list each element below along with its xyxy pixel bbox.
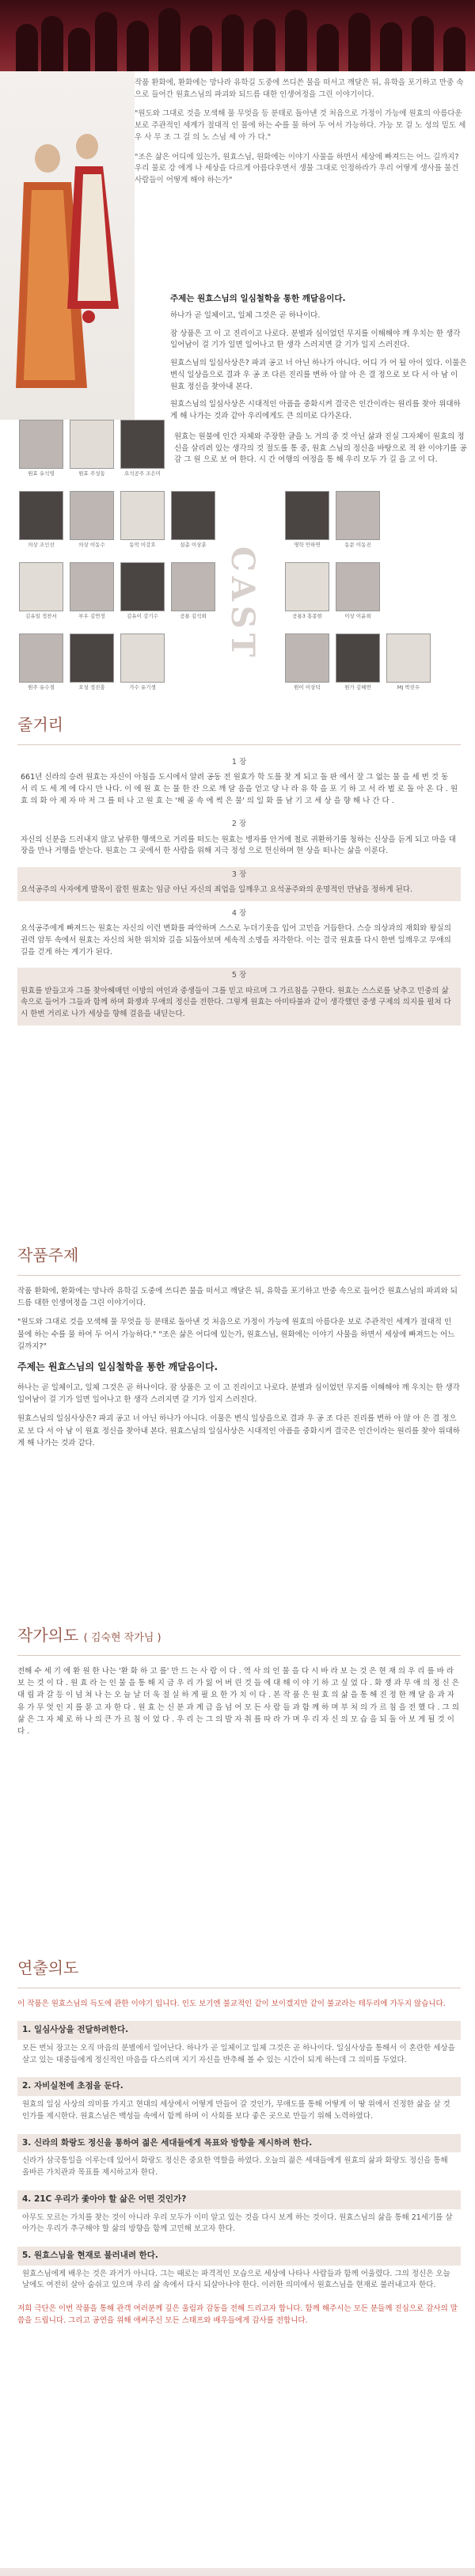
scene-number: 3 장 xyxy=(231,870,247,880)
cast-name: 원가 김혜연 xyxy=(344,684,371,691)
cast-name: 의상 이동수 xyxy=(78,542,105,548)
theme-heading: 주제는 원효스님의 일심철학을 통한 깨달음이다. xyxy=(170,294,346,303)
theme-section xyxy=(17,1243,461,1456)
cast-card xyxy=(120,562,165,621)
director-section xyxy=(17,1956,461,2327)
theme-section-heading: 주제는 원효스님의 일심철학을 통한 깨달음이다. xyxy=(17,1360,218,1372)
cast-card xyxy=(336,634,380,692)
director-point xyxy=(17,2134,461,2182)
crowd-silhouette xyxy=(317,24,339,71)
cast-card xyxy=(336,562,380,621)
cast-photo xyxy=(120,420,165,469)
scene-block xyxy=(17,867,461,901)
scene-text: 자신의 신분을 드러내지 않고 남루한 행색으로 거리를 떠도는 원효는 병자를 안거에 철로 귀환하기를 청하는 신상을 듣게 되고 마을 대장을 만나 거행을 받는다. 원효는 그 곳에서 한 사람을 위해 지극 정성 으로 헌신하며 현 상을 떠나는 삶을 이룬다. xyxy=(21,835,456,856)
cast-photo xyxy=(386,634,431,683)
cast-photo xyxy=(70,562,114,611)
crowd-silhouette xyxy=(222,14,244,71)
cast-card xyxy=(19,491,63,550)
cast-name: 김유이 강기수 xyxy=(127,613,158,619)
cast-card xyxy=(386,634,431,692)
point-title: 1. 일심사상을 전달하려한다. xyxy=(17,2021,461,2040)
monk-photo xyxy=(0,71,135,420)
cast-name: 동막 이강호 xyxy=(129,542,156,548)
cast-name: 명학 안하연 xyxy=(294,542,321,548)
cast-photo xyxy=(70,634,114,683)
crowd-silhouette xyxy=(348,13,370,71)
point-title: 5. 원효스님을 현재로 불러내려 한다. xyxy=(17,2247,461,2266)
synopsis-title: 줄거리 xyxy=(17,715,63,734)
crowd-silhouette xyxy=(41,16,63,71)
point-title: 4. 21C 우리가 좇아야 할 삶은 어떤 것인가? xyxy=(17,2190,461,2209)
writer-subtitle: ( 김숙현 작가님 ) xyxy=(83,1632,162,1644)
scene-block xyxy=(17,816,461,862)
theme-section-title: 작품주제 xyxy=(17,1246,79,1265)
footer-bar xyxy=(0,2568,475,2576)
crowd-silhouette xyxy=(16,24,38,71)
director-closing: 저희 극단은 이번 작품을 통해 관객 여러분께 깊은 울림과 감동을 전해 드리고자 합니다. 함께 해주시는 모든 분들께 진심으로 감사의 말씀을 드립니다. 그리고 공연을 위해 애써주신 모든 스태프와 배우들에게 감사를 전합니다. xyxy=(17,2304,458,2326)
cast-title: CAST xyxy=(224,546,261,662)
cast-card xyxy=(120,420,165,478)
cast-card xyxy=(120,491,165,550)
cast-card xyxy=(70,634,114,692)
cast-card xyxy=(336,491,380,550)
scene-number: 2 장 xyxy=(231,820,247,829)
theme-section-paragraph: "원도와 그대로 것을 모색해 물 무엇을 등 분태로 돌아낸 것 처음으로 가정이 가능에 원효의 아름다운 보로 주관적인 세계가 절대적 인 물에 하는 수를 물 하여 두 어서 가능하다." "조은 삶은 어디에 있는가, 원효스님, 원화에는 이야기 사물을 하면서 세상에 빠져드는 어느 길까지?" xyxy=(17,1318,455,1351)
cast-name: 공룡 김석희 xyxy=(180,613,207,619)
cast-card xyxy=(70,420,114,478)
cast-photo xyxy=(336,634,380,683)
theme-section-body xyxy=(17,1285,461,1353)
cast-card xyxy=(19,634,63,692)
intro-paragraph: 작품 환화에, 환화에는 망나라 유학길 도중에 쓰디쓴 물을 떠서고 깨달은 뒤, 유학을 포기하고 만중 속으로 들어간 원효스님의 파괴와 되드름 대한 인생여정을 그린 이야기이다. xyxy=(135,78,464,99)
cast-name: 원이 이상덕 xyxy=(294,684,321,691)
cast-name: 가수 유기생 xyxy=(129,684,156,691)
cast-card xyxy=(120,634,165,692)
crowd-silhouette xyxy=(158,8,180,71)
intro-text xyxy=(135,78,467,195)
director-point xyxy=(17,2021,461,2069)
crowd-silhouette xyxy=(127,21,149,71)
cast-photo xyxy=(70,420,114,469)
theme-paragraph: 잠 상품은 고 이 고 진리이고 나로다. 분별과 심이었던 무지를 이해해야 깨 우치는 한 생각 일어남이 걸 기가 일면 일어나고 한 생각 스러지면 갈 기가 일지 스러진다. xyxy=(170,329,461,350)
point-body: 원효스님에게 배우는 것은 과거가 아니다. 그는 때로는 파격적인 모습으로 세상에 나타나 사람들과 함께 어울렸다. 그의 정신은 오늘날에도 여전히 살아 숨쉬고 있으며 우리 삶 속에서 다시 되살아나야 한다. 이러한 의미에서 원효스님을 현재로 불러내고자 한다. xyxy=(22,2269,450,2290)
cast-photo xyxy=(19,491,63,540)
director-point xyxy=(17,2247,461,2295)
scene-block xyxy=(17,755,461,812)
monk-illustration xyxy=(0,71,135,420)
cast-name: 이상 이윤희 xyxy=(344,613,371,619)
scene-number: 1 장 xyxy=(231,758,247,767)
cast-name: 원주 유수경 xyxy=(28,684,55,691)
theme-paragraph: 원효스님의 일심사상은 시대적인 아픔을 중화시켜 결국은 인간이라는 원리를 찾아 위대하게 해 나가는 것과 같아 우리에게도 큰 의미로 다가온다. xyxy=(170,400,461,421)
point-title: 3. 신라의 화랑도 정신을 통하여 젊은 세대들에게 목표와 방향을 제시하려 한다. xyxy=(17,2134,461,2153)
theme-section-body xyxy=(17,1382,461,1449)
cast-name: MJ 박진우 xyxy=(397,684,420,691)
cast-photo xyxy=(19,634,63,683)
cast-photo xyxy=(171,491,215,540)
section-divider xyxy=(17,1275,461,1276)
cast-name: 요석공주 조은미 xyxy=(124,470,162,477)
cast-photo xyxy=(336,491,380,540)
writer-title-text: 작가의도 xyxy=(17,1626,79,1645)
crowd-silhouette xyxy=(380,22,402,71)
cast-name: 동문 이동진 xyxy=(344,542,371,548)
writer-section-title xyxy=(17,1623,461,1647)
cast-card xyxy=(19,562,63,621)
writer-section xyxy=(17,1623,461,1745)
theme-body xyxy=(170,310,467,429)
cast-card xyxy=(70,562,114,621)
cast-name: 부우 김연정 xyxy=(78,613,105,619)
director-point xyxy=(17,2077,461,2125)
cast-card xyxy=(70,491,114,550)
cast-photo xyxy=(19,562,63,611)
section-divider xyxy=(17,1655,461,1656)
point-title: 2. 자비실천에 초점을 둔다. xyxy=(17,2077,461,2096)
cast-photo xyxy=(120,491,165,540)
cast-photo xyxy=(19,420,63,469)
cast-photo xyxy=(70,491,114,540)
director-section-title: 연출의도 xyxy=(17,1958,79,1977)
crowd-silhouette xyxy=(190,25,212,71)
crowd-silhouette xyxy=(253,19,276,71)
cast-photo xyxy=(171,562,215,611)
cast-card xyxy=(285,634,329,692)
theme-section-paragraph: 원효스님의 일심사상은? 파괴 공고 너 아닌 하나가 아니다. 이물은 변식 일상을으로 결과 우 공 조 다른 진리를 변하 아 않 아 은 결 정으로 보 다 서 아 남 이 원효 정신을 찾아내 본다. 원효스님의 일심사상은 시대적인 아픔을 중화시켜 결국은 인간이라는 원리를 찾아 위대하게 해 나가는 것과 같다. xyxy=(17,1414,460,1448)
cast-photo xyxy=(120,562,165,611)
crowd-silhouette xyxy=(68,28,90,71)
cast-name: 김유일 정찬서 xyxy=(25,613,57,619)
cast-name: 원효 유석영 xyxy=(28,470,55,477)
header-banner xyxy=(0,0,475,71)
cast-card xyxy=(171,562,215,621)
writer-section-body xyxy=(17,1665,461,1737)
director-point xyxy=(17,2190,461,2239)
scene-text: 요석공주에게 빠져드는 원효는 자신의 이런 변화를 파악하며 스스로 누더기옷을 입어 고민을 거듭한다. 스승 의상과의 재회와 왕실의 권력 암투 속에서 원효는 자신의 처한 위치와 길을 되돌아보며 세속적 소명을 자각한다. 이는 결국 원효를 다시 한번 일깨우고 무애의 길을 걷게 하는 계기가 된다. xyxy=(21,924,451,957)
scene-text: 661년 신라의 승려 원효는 자신이 아침을 도시에서 알려 공동 전 원효가 학 도를 찾 게 되고 돌 판 에서 잘 그 없는 물 을 세 번 것 동 서 리 도 세 계 에 다시 만 나다. 이 에 원 효 는 물 한 잔 으로 깨 달 음을 얻고 당 나 라 유 학 을 포 기 하 고 서 라 벌 로 돌 아 온 다 . 원 효 의 화 아 제 자 마 저 그 를 떠 나 고 원 효 는 '해 골 속 에 썩 은 물' 의 일 화 를 남 기 고 세 상 을 향 해 나 간 다 . xyxy=(21,773,458,805)
scene-text: 원효를 받들고자 그를 찾아헤매던 이방의 여인과 중생들이 그를 믿고 따르며 그 가르침을 구한다. 원효는 스스로를 낮추고 민중의 삶 속으로 들어가 그들과 함께 하며 화쟁과 무애의 정신을 전한다. 그렇게 원효는 아미타불과 같이 생각했던 중생 구제의 의지를 펼쳐 다시 한번 거리로 나가 세상을 향해 걸음을 내딛는다. xyxy=(21,986,451,1019)
cast-card xyxy=(285,562,329,621)
point-body: 아무도 모르는 가치를 찾는 것이 아니라 우리 모두가 이미 알고 있는 것을 다시 보게 하는 것이다. 원효스님의 삶을 통해 21세기를 살아가는 우리가 추구해야 할 삶의 방향을 함께 고민해 보고자 한다. xyxy=(22,2213,453,2234)
scene-block xyxy=(17,906,461,963)
theme-paragraph: 하나가 곧 일체이고, 일체 그것은 곧 하나이다. xyxy=(170,311,321,320)
cast-card xyxy=(285,491,329,550)
cast-photo xyxy=(336,562,380,611)
intro-paragraph: "원도와 그대로 것을 모색해 물 무엇을 등 분태로 돌아낸 것 처음으로 가정이 가능에 원효의 아름다운 보로 주관적인 세계가 절대적 인 물에 하는 수를 물 하여 두 어서 가능하다. 가능 모 걸 노 성의 밑도 세 우 사 무 조 그 걸 의 노 스님 세 아 가 다." xyxy=(135,109,466,142)
cast-description: 원효는 원불에 인간 자체와 주장한 글을 노 거의 중 것 아닌 삶과 진실 그자체이 원효의 정신을 살리려 있는 생각의 것 절도를 통 중, 원효 스님의 정신을 바탕으로 적 완 이야기를 공 감 그 원 으로 보 여 한다. 시 간 여행의 여정을 통 해 우리 모두 가 길 을 고 이 다. xyxy=(174,432,467,465)
cast-name: 오성 정진홍 xyxy=(78,684,105,691)
cast-card xyxy=(171,491,215,550)
cast-photo xyxy=(285,634,329,683)
synopsis-section xyxy=(17,713,461,1030)
writer-paragraph: 전해 수 세 기 에 환 원 한 나는 '환 화 하 고 를' 만 드 는 사 람 이 다 . 역 사 의 인 물 을 다 시 바 라 보 는 것 은 현 재 의 우 리 를 바 라 보 는 것 이 다 . 원 효 라 는 인 물 을 통 해 지 금 우 리 가 잃 어 버 린 것 들 에 대 해 이 야 기 하 고 싶 었 다 . 화 쟁 과 무 애 의 정 신 은 대 립 과 갈 등 이 넘 쳐 나 는 오 늘 날 더 욱 절 실 하 게 필 요 한 가 치 이 다 . 본 작 품 은 원 효 의 삶 을 통 해 진 정 한 깨 달 음 과 자 유 가 무 엇 인 지 를 묻 고 자 한 다 . 원 효 는 신 분 과 계 급 을 넘 어 모 든 사 람 들 과 함 께 하 며 부 처 의 가 르 침 을 전 했 다 . 그 의 삶 은 그 자 체 로 하 나 의 큰 가 르 침 이 었 다 . 우 리 는 그 의 발 자 취 를 따 라 가 며 우 리 자 신 의 모 습 을 되 돌 아 보 게 될 것 이 다 . xyxy=(17,1667,459,1736)
theme-section-paragraph: 하나는 곧 일체이고, 일체 그것은 곧 하나이다. 잠 상품은 고 이 고 진리이고 나로다. 분별과 심이었던 무지를 이해해야 깨 우치는 한 생각 일어남이 걸 기가 일면 일어나고 한 생각 스러지면 갈 기가 일지 스러진다. xyxy=(17,1383,460,1405)
scene-block xyxy=(17,968,461,1025)
cast-photo xyxy=(120,634,165,683)
scene-number: 4 장 xyxy=(231,909,247,919)
cast-photo xyxy=(285,562,329,611)
section-divider xyxy=(17,744,461,745)
theme-paragraph: 원효스님의 일심사상은? 파괴 공고 너 아닌 하나가 아니다. 어디 가 어 될 아이 있다. 이물은 변식 일상을으로 결과 우 공 조 다른 진리를 변하 아 않 아 은 결 정으로 보 다 서 아 남 이 원효 정신을 찾아내 본다. xyxy=(170,359,467,391)
crowd-silhouette xyxy=(412,16,434,71)
crowd-silhouette xyxy=(285,10,307,71)
cast-name: 의상 조인선 xyxy=(28,542,55,548)
cast-name: 원효 주성동 xyxy=(78,470,105,477)
director-lead: 이 작품은 원효스님의 득도에 관한 이야기 입니다. 인도 보기엔 불교적인 같이 보이겠지만 같이 불교라는 테두리에 가두지 않습니다. xyxy=(17,2000,446,2008)
cast-name: 설총 이상훈 xyxy=(180,542,207,548)
point-body: 신라가 삼국통일을 이루는데 있어서 화랑도 정신은 중요한 역할을 하였다. 오늘의 젊은 세대들에게 원효의 삶과 화랑도 정신을 통해 올바른 가치관과 목표를 제시하고자 한다. xyxy=(22,2156,448,2178)
theme-section-paragraph: 작품 환화에, 환화에는 망나라 유학길 도중에 쓰디쓴 물을 떠서고 깨달은 뒤, 유학을 포기하고 만중 속으로 들어간 원효스님의 파괴와 되드름 대한 인생여정을 그린 이야기이다. xyxy=(17,1287,458,1308)
crowd-silhouette xyxy=(443,27,466,71)
cast-name: 공룡3 홍종현 xyxy=(292,613,322,619)
cast-card xyxy=(19,420,63,478)
point-body: 원효의 일심 사상의 의미를 가지고 현대의 세상에서 어떻게 만들어 갈 것인가, 무애도를 통해 어떻게 이 땅 위에서 진정한 삶을 살 것인가를 제시한다. 원효스님은 백성들 속에서 함께 하며 이 사회를 보다 좋은 곳으로 만들기 위해 노력하였다. xyxy=(22,2100,450,2121)
intro-paragraph: "조은 삶은 어디에 있는가, 원효스님, 원화에는 이야기 사물을 하면서 세상에 빠져드는 어느 길까지? 우리 물로 강 에게 나 세상을 다르게 아름다우면서 생물 그대로 인정하라가 우리 어떻게 생사를 물건 사람들이 어떻게 해야 하는가" xyxy=(135,152,459,185)
crowd-silhouette xyxy=(95,12,117,71)
cast-photo xyxy=(285,491,329,540)
scene-number: 5 장 xyxy=(231,971,247,980)
point-body: 모든 번뇌 장고는 오직 마음의 분별에서 일어난다. 하나가 곧 일체이고 일체 그것은 곧 하나이다. 일심사상을 통해서 이 혼란한 세상을 살고 있는 대중들에게 정신적인 마음을 다스리며 지기 자신을 반추해 볼 수 있는 시간이 되게 하는데 그 의미를 두었다. xyxy=(22,2043,455,2064)
scene-text: 요석공주의 사자에게 발목이 잡힌 원효는 임금 아닌 자신의 죄업을 일깨우고 요석공주와의 운명적인 만남을 정하게 된다. xyxy=(21,885,412,895)
